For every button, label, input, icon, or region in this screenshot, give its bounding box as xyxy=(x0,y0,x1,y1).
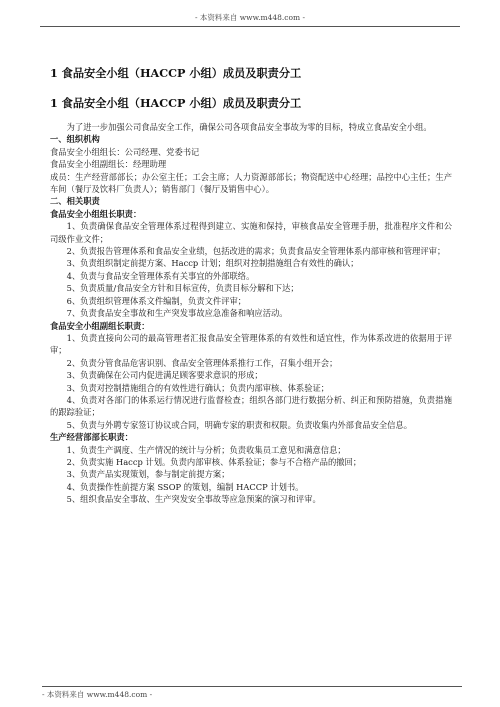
production-duty-1: 1、负责生产调度、生产情况的统计与分析；负责收集员工意见和满意信息； xyxy=(66,444,346,455)
deputy-duty-3b: 3、负责对控制措施组合的有效性进行确认；负责内部审核、体系验证； xyxy=(66,382,330,393)
members-line: 成员：生产经营部部长；办公室主任；工会主席；人力资源部部长；物资配送中心经理；品控中心主任；生产车间（餐厅及饮料厂负责人）；销售部门（餐厅及销售中心）。 xyxy=(50,171,452,195)
leader-duty-7: 7、负责食品安全事故和生产突发事故应急准备和响应活动。 xyxy=(66,308,288,319)
page-header: - 本资料来自 www.m448.com - xyxy=(40,12,460,27)
deputy-duty-1: 1、负责直接向公司的最高管理者汇报食品安全管理体系的有效性和适宜性，作为体系改进的依据用于评审； xyxy=(50,332,452,356)
production-duty-5: 5、组织食品安全事故、生产突发安全事故等应急预案的演习和评审。 xyxy=(66,494,321,505)
document-body xyxy=(50,66,452,506)
production-duty-3: 3、负责产品实现策划，参与制定前提方案； xyxy=(66,469,230,480)
intro-paragraph: 为了进一步加强公司食品安全工作，确保公司各项食品安全事故为零的目标，特成立食品安全小组。 xyxy=(66,122,432,132)
deputy-duty-5: 5、负责与外聘专家签订协议或合同，明确专家的职责和权限。负责收集内外部食品安全信息。 xyxy=(66,419,413,430)
deputy-duty-4: 4、负责对各部门的体系运行情况进行监督检查；组织各部门进行数据分析、纠正和预防措施，负责措施的跟踪验证； xyxy=(50,394,452,418)
duties-heading: 二、相关职责 xyxy=(50,196,100,207)
leader-duty-6: 6、负责组织管理体系文件编制，负责文件评审； xyxy=(66,295,247,306)
leader-duty-4: 4、负责与食品安全管理体系有关事宜的外部联络。 xyxy=(66,270,255,281)
team-leader-line: 食品安全小组组长：公司经理、党委书记 xyxy=(50,146,200,157)
deputy-duty-3a: 3、负责确保在公司内促进满足顾客要求意识的形成； xyxy=(66,370,263,381)
deputy-leader-line: 食品安全小组副组长：经理助理 xyxy=(50,159,167,170)
deputy-duties-heading: 食品安全小组副组长职责： xyxy=(50,320,150,331)
leader-duty-1: 1、负责确保食品安全管理体系过程得到建立、实施和保持，审核食品安全管理手册，批准程序文件和公司级作业文件； xyxy=(50,221,452,244)
production-head-duties-heading: 生产经营部部长职责： xyxy=(50,432,133,443)
section-heading-repeat: 1 食品安全小组（HACCP 小组）成员及职责分工 xyxy=(50,96,302,110)
page-footer: - 本资料来自 www.m448.com - xyxy=(42,686,462,700)
production-duty-4: 4、负责操作性前提方案 SSOP 的策划，编制 HACCP 计划书。 xyxy=(66,481,304,492)
deputy-duty-2: 2、负责分管食品危害识别、食品安全管理体系推行工作，召集小组开会； xyxy=(66,357,338,368)
production-duty-2: 2、负责实施 Haccp 计划。负责内部审核、体系验证；参与不合格产品的撤回； xyxy=(66,456,362,467)
leader-duty-2: 2、负责报告管理体系和食品安全业绩，包括改进的需求；负责食品安全管理体系内部审核和管理评审； xyxy=(66,246,446,257)
org-structure-heading: 一、组织机构 xyxy=(50,134,100,145)
leader-duty-3: 3、负责组织制定前提方案、Haccp 计划；组织对控制措施组合有效性的确认； xyxy=(66,258,359,269)
leader-duty-5: 5、负责质量/食品安全方针和目标宣传，负责目标分解和下达； xyxy=(66,283,299,294)
leader-duties-heading: 食品安全小组组长职责： xyxy=(50,208,142,219)
section-heading: 1 食品安全小组（HACCP 小组）成员及职责分工 xyxy=(50,66,302,80)
